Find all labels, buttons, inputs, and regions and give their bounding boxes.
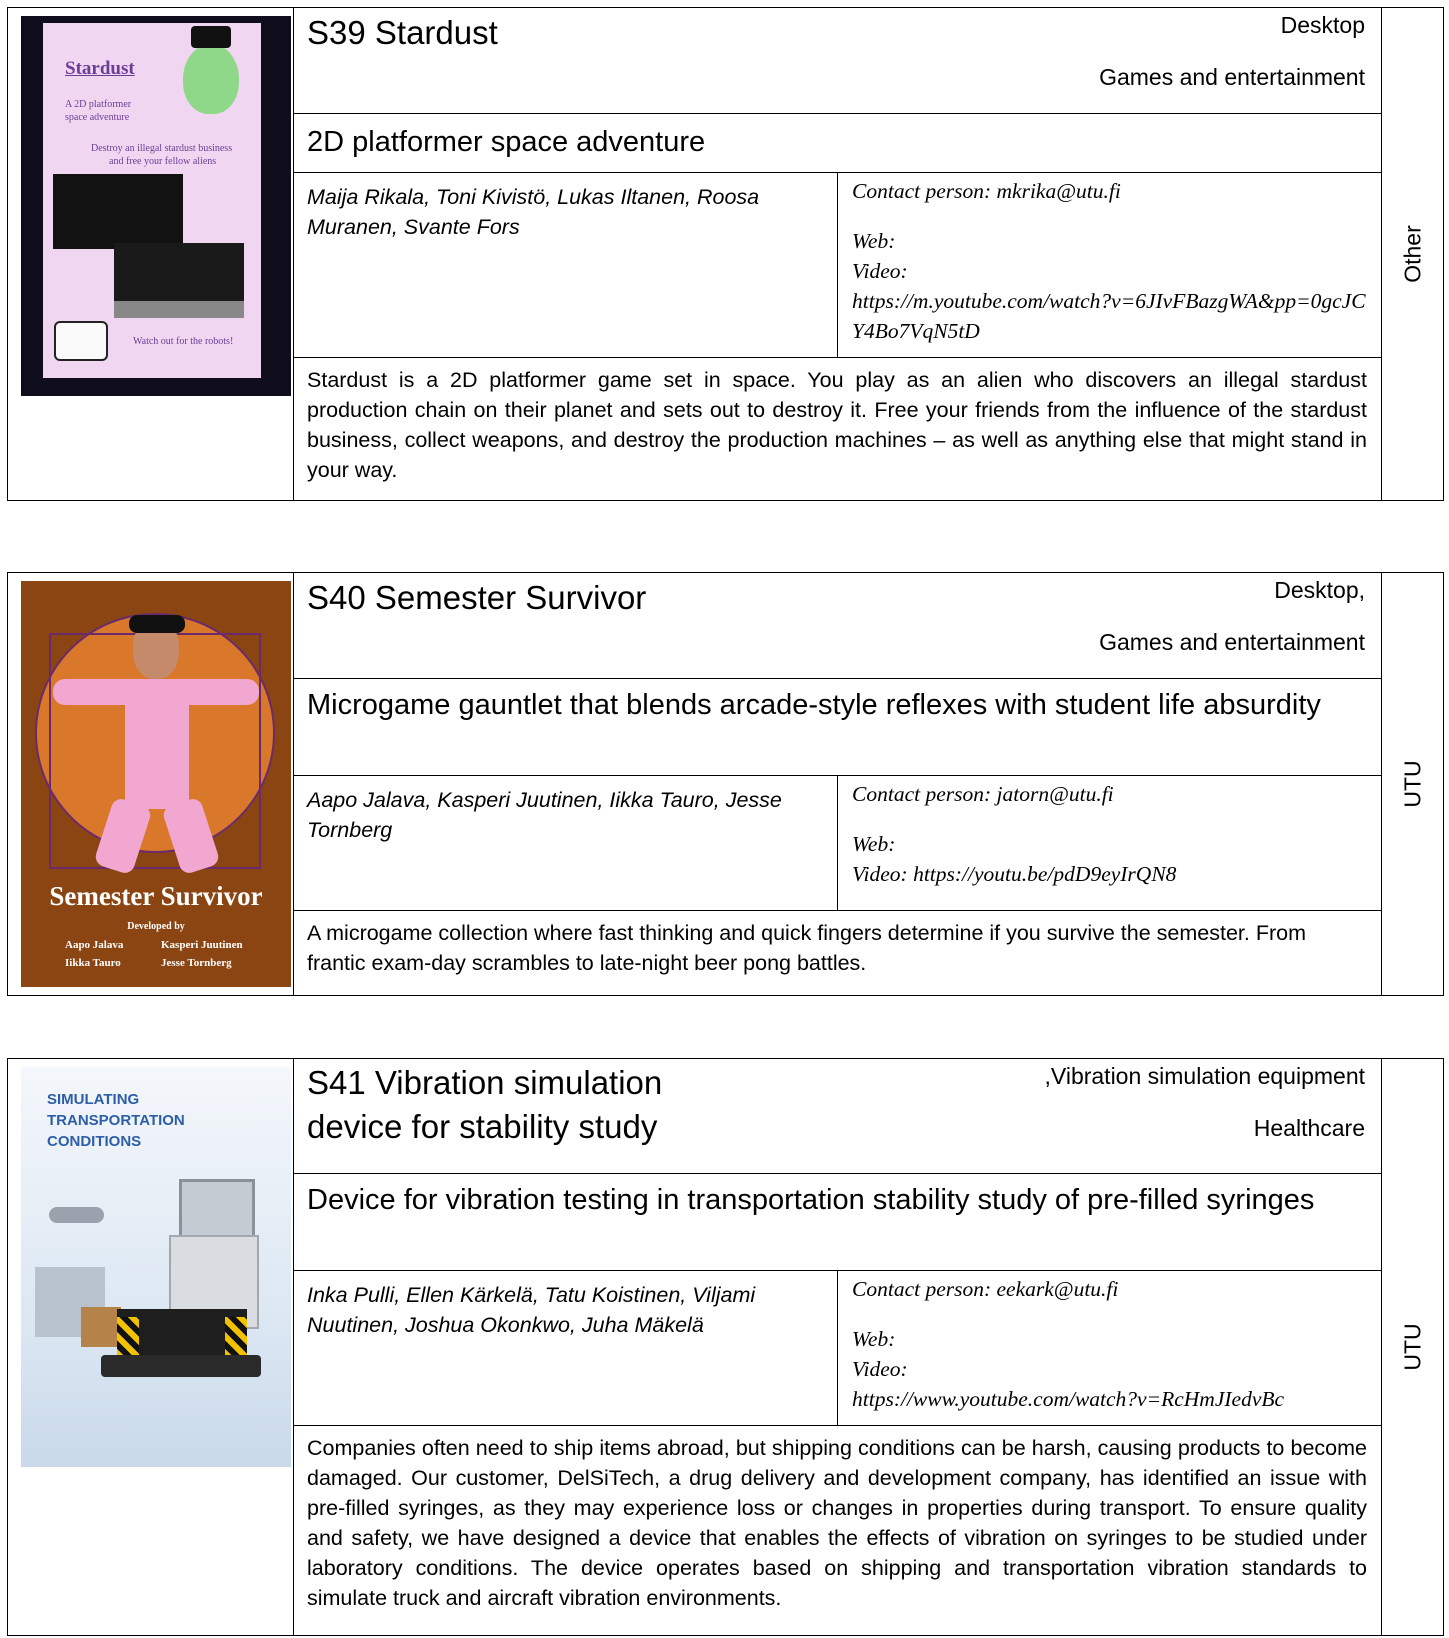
video-link[interactable]: https://m.youtube.com/watch?v=6JIvFBazgWA&pp=0gcJCY4Bo7VqN5tD xyxy=(852,289,1366,343)
poster-cell xyxy=(8,1059,294,1636)
poster-cell xyxy=(8,573,294,996)
organization-cell xyxy=(1382,8,1444,501)
video-link[interactable]: Video: https://youtu.be/pdD9eyIrQN8 xyxy=(852,862,1177,886)
project-title: S40 Semester Survivor xyxy=(307,579,647,616)
web-label: Web: xyxy=(852,832,896,856)
platform-tag: Desktop xyxy=(1280,12,1365,38)
platform-tag: Desktop, xyxy=(1274,577,1365,603)
project-subtitle: Device for vibration testing in transportation stability study of pre-filled syringes xyxy=(307,1184,1315,1216)
contact-person: Contact person: eekark@utu.fi xyxy=(852,1277,1119,1301)
semester-survivor-poster-image xyxy=(21,581,291,987)
organization-cell xyxy=(1382,1059,1444,1636)
poster-text: and free your fellow aliens xyxy=(109,156,217,167)
poster-text: Watch out for the robots! xyxy=(133,336,234,347)
project-description: Stardust is a 2D platformer game set in space. You play as an alien who discovers an illegal stardust production chain on their planet and sets out to destroy it. Free your friends from the influence of the stardust business, collect weapons, and destroy the production machines – as well as anything else that might stand in your way. xyxy=(307,368,1367,482)
video-label: Video: xyxy=(852,259,908,283)
authors: Aapo Jalava, Kasperi Juutinen, Iikka Tauro, Jesse Tornberg xyxy=(307,788,782,842)
poster-text: Developed by xyxy=(127,921,185,932)
project-subtitle: 2D platformer space adventure xyxy=(307,126,706,158)
robot-icon xyxy=(54,321,108,361)
poster-title: Semester Survivor xyxy=(49,881,263,911)
poster-text: A 2D platformer xyxy=(65,99,132,110)
web-label: Web: xyxy=(852,1327,896,1351)
authors: Inka Pulli, Ellen Kärkelä, Tatu Koistinen, Viljami Nuutinen, Joshua Okonkwo, Juha Mäkelä xyxy=(307,1283,756,1337)
contact-person: Contact person: mkrika@utu.fi xyxy=(852,179,1121,203)
project-description: Companies often need to ship items abroad, but shipping conditions can be harsh, causing products to become damaged. Our customer, DelSiTech, a drug delivery and development company, has identified an issue with pre-filled syringes, as they may experience loss or changes in properties during transport. To ensure quality and safety, we have designed a device that enables the effects of vibration on syringes to be studied under laboratory conditions. The device operates based on shipping and transportation vibration standards to simulate truck and aircraft vibration environments. xyxy=(307,1436,1367,1610)
poster-text: SIMULATING TRANSPORTATION CONDITIONS xyxy=(47,1091,185,1150)
poster-text: Iikka Tauro xyxy=(65,957,121,969)
stardust-poster-image xyxy=(21,16,291,396)
project-subtitle: Microgame gauntlet that blends arcade-style reflexes with student life absurdity xyxy=(307,689,1321,721)
organization-label: UTU xyxy=(1399,1323,1425,1371)
poster-text: Kasperi Juutinen xyxy=(161,939,243,951)
boxes-icon xyxy=(81,1307,121,1347)
organization-cell xyxy=(1382,573,1444,996)
video-link[interactable]: https://www.youtube.com/watch?v=RcHmJIedvBc xyxy=(852,1387,1285,1411)
title-cell xyxy=(294,573,1382,679)
poster-text: Jesse Tornberg xyxy=(161,957,232,969)
gameplay-screenshot xyxy=(53,174,183,249)
organization-label: UTU xyxy=(1399,760,1425,808)
contact-person: Contact person: jatorn@utu.fi xyxy=(852,782,1114,806)
poster-text: space adventure xyxy=(65,112,130,123)
platform-tag: ,Vibration simulation equipment xyxy=(1044,1063,1365,1089)
project-description: A microgame collection where fast thinking and quick fingers determine if you survive the semester. From frantic exam-day scrambles to late-night beer pong battles. xyxy=(307,921,1307,975)
airplane-icon xyxy=(49,1207,104,1223)
project-title: S39 Stardust xyxy=(307,14,498,51)
poster-cell xyxy=(8,8,294,501)
project-title-line: S41 Vibration simulation xyxy=(307,1064,663,1101)
project-card-s39 xyxy=(7,7,1444,501)
authors: Maija Rikala, Toni Kivistö, Lukas Iltanen, Roosa Muranen, Svante Fors xyxy=(307,185,760,239)
title-cell xyxy=(294,1059,1382,1174)
organization-label: Other xyxy=(1399,225,1425,283)
contact-info xyxy=(838,1271,1381,1420)
title-cell xyxy=(294,8,1382,114)
poster-title: Stardust xyxy=(65,58,135,79)
device-monitor-icon xyxy=(179,1179,255,1240)
category-tag: Games and entertainment xyxy=(1099,629,1365,655)
project-title-line: device for stability study xyxy=(307,1108,658,1145)
web-label: Web: xyxy=(852,229,896,253)
video-label: Video: xyxy=(852,1357,908,1381)
poster-text: Aapo Jalava xyxy=(65,939,124,951)
alien-character-icon xyxy=(183,44,239,114)
vibration-device-poster-image xyxy=(21,1067,291,1467)
contact-info xyxy=(838,776,1381,895)
project-card-s40 xyxy=(7,572,1444,996)
category-tag: Games and entertainment xyxy=(1099,64,1365,90)
poster-text: Destroy an illegal stardust business xyxy=(91,143,233,154)
category-tag: Healthcare xyxy=(1253,1115,1365,1141)
project-card-s41 xyxy=(7,1058,1444,1636)
contact-info xyxy=(838,173,1381,352)
